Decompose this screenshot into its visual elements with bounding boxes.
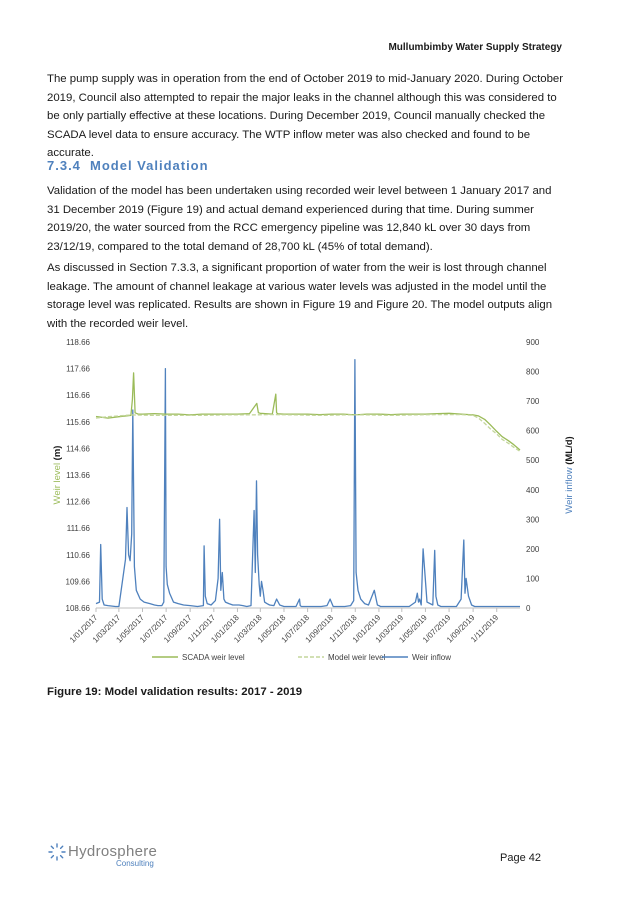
- y-left-tick-label: 109.66: [65, 577, 90, 587]
- x-tick-label: 1/09/2018: [303, 613, 336, 645]
- x-tick-label: 1/03/2018: [232, 613, 264, 645]
- model-validation-chart: [0, 328, 637, 678]
- paragraph-pump-supply: The pump supply was in operation from the end of October 2019 to mid-January 2020. During October 2019, Council also attempted to repair the major leaks in the channel although this was considered to be only partially effective at these locations. During December 2019, Council manually checked the SCADA level data to ensure accuracy. The WTP inflow meter was also checked and found to be accurate.: [47, 73, 564, 160]
- y-left-tick-label: 116.66: [66, 391, 90, 401]
- y-left-tick-label: 115.66: [66, 417, 90, 427]
- y-left-tick-label: 111.66: [66, 524, 90, 534]
- section-title: Model Validation: [90, 158, 209, 173]
- x-tick-label: 1/01/2018: [209, 613, 241, 645]
- y-right-tick-label: 100: [526, 574, 540, 584]
- y-left-tick-label: 113.66: [66, 471, 90, 480]
- y-left-tick-label: 114.66: [66, 444, 90, 454]
- x-tick-label: 1/09/2019: [444, 613, 477, 645]
- y-right-axis-label: Weir inflow (ML/d): [564, 436, 575, 514]
- y-right-tick-label: 800: [526, 367, 540, 377]
- page-number: Page 42: [500, 852, 541, 864]
- section-heading: [47, 158, 209, 173]
- paragraph-validation: Validation of the model has been undertaken using recorded weir level between 1 January 2017 and 31 December 2019 (Figure 19) and actual demand experienced during that time. During summer 2019/20, the water sourced from the RCC emergency pipeline was 12,840 kL over 30 days from 23/12/19, compared to the total demand of 28,700 kL (45% of total demand).: [47, 185, 552, 253]
- section-number: 7.3.4: [47, 158, 81, 173]
- x-tick-label: 1/11/2018: [327, 613, 359, 645]
- y-right-tick-label: 700: [526, 397, 540, 407]
- x-tick-label: 1/05/2017: [114, 613, 146, 645]
- x-tick-label: 1/07/2018: [279, 613, 312, 645]
- logo-subtitle: Consulting: [116, 859, 154, 868]
- y-right-tick-label: 600: [526, 426, 540, 436]
- sunburst-icon: [48, 843, 66, 861]
- y-left-tick-label: 112.66: [66, 497, 90, 507]
- series-line-weir-inflow: [96, 360, 520, 607]
- x-tick-label: 1/11/2019: [469, 613, 501, 645]
- y-right-tick-label: 300: [526, 515, 540, 525]
- x-tick-label: 1/05/2019: [397, 613, 429, 645]
- y-left-tick-label: 118.66: [66, 338, 90, 347]
- logo-name: Hydrosphere: [68, 843, 158, 860]
- x-tick-label: 1/09/2017: [162, 613, 194, 645]
- x-tick-label: 1/01/2019: [350, 613, 383, 645]
- x-tick-label: 1/03/2019: [373, 613, 406, 645]
- x-tick-label: 1/03/2017: [90, 613, 123, 645]
- y-right-tick-label: 400: [526, 485, 540, 495]
- legend-label: Weir inflow: [412, 653, 451, 662]
- y-right-tick-label: 500: [526, 456, 540, 466]
- y-left-tick-label: 117.66: [66, 364, 90, 374]
- figure-caption: Figure 19: Model validation results: 2017 - 2019: [47, 686, 303, 698]
- legend-label: Model weir level: [328, 653, 386, 662]
- y-left-tick-label: 108.66: [65, 604, 90, 613]
- x-tick-label: 1/07/2017: [138, 613, 170, 645]
- y-right-tick-label: 200: [526, 544, 540, 554]
- x-tick-label: 1/01/2017: [67, 613, 100, 645]
- x-tick-label: 1/11/2017: [186, 613, 218, 645]
- series-line-model-weir-level: [96, 415, 520, 452]
- chart-legend: [152, 653, 451, 662]
- legend-label: SCADA weir level: [182, 653, 245, 662]
- plot-area-frame: [96, 342, 520, 608]
- y-left-tick-label: 110.66: [66, 550, 90, 560]
- y-right-tick-label: 900: [526, 338, 540, 347]
- y-left-axis-label: Weir level (m): [52, 445, 63, 505]
- y-right-tick-label: 0: [526, 604, 531, 613]
- x-tick-label: 1/07/2019: [420, 613, 453, 645]
- paragraph-leakage: As discussed in Section 7.3.3, a significant proportion of water from the weir is lost through channel leakage. The amount of channel leakage at various water levels was adjusted in the model until the storage level was replicated. Results are shown in Figure 19 and Figure 20. The model outputs align with the recorded weir level.: [47, 262, 553, 330]
- series-line-scada-weir-level: [96, 373, 520, 450]
- document-header: Mullumbimby Water Supply Strategy: [388, 42, 562, 53]
- x-tick-label: 1/05/2018: [255, 613, 288, 645]
